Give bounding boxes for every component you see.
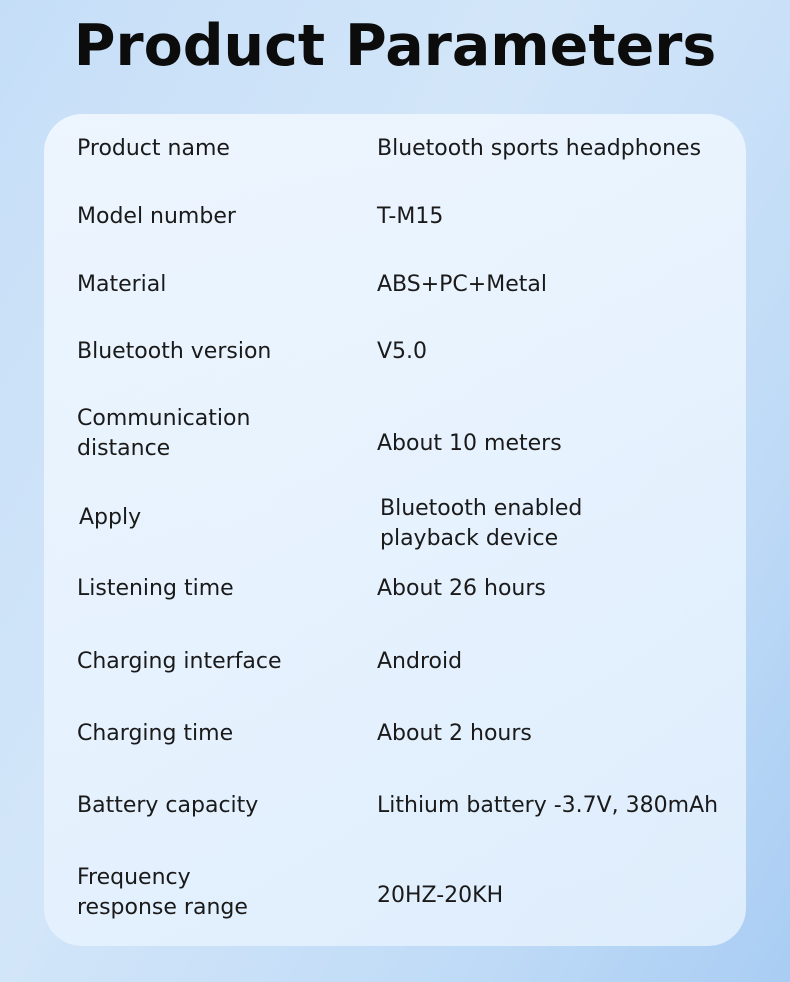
parameters-card (44, 114, 746, 946)
param-label: Model number (77, 204, 236, 229)
param-label-line1: Communication (77, 406, 251, 431)
param-value-line1: Bluetooth enabled (380, 496, 583, 521)
param-label-line2: distance (77, 436, 171, 461)
param-value: About 26 hours (377, 576, 546, 601)
param-label: Bluetooth version (77, 339, 272, 364)
param-label: Battery capacity (77, 793, 259, 818)
param-label: Charging time (77, 721, 234, 746)
param-value: V5.0 (377, 339, 428, 364)
param-label: Listening time (77, 576, 234, 601)
param-value-line2: playback device (380, 526, 559, 551)
param-value: 20HZ-20KH (377, 883, 504, 908)
param-value: ABS+PC+Metal (377, 272, 547, 297)
page-title: Product Parameters (73, 13, 717, 79)
param-value: About 10 meters (377, 431, 562, 456)
param-label-line1: Frequency (77, 865, 191, 890)
param-label: Apply (79, 505, 142, 530)
param-value: About 2 hours (377, 721, 532, 746)
param-label: Material (77, 272, 167, 297)
param-label-line2: response range (77, 895, 248, 920)
param-value: T-M15 (377, 204, 444, 229)
param-value: Lithium battery -3.7V, 380mAh (377, 793, 719, 818)
param-label: Charging interface (77, 649, 282, 674)
param-label: Product name (77, 136, 230, 161)
param-value: Android (377, 649, 463, 674)
param-value: Bluetooth sports headphones (377, 136, 702, 161)
